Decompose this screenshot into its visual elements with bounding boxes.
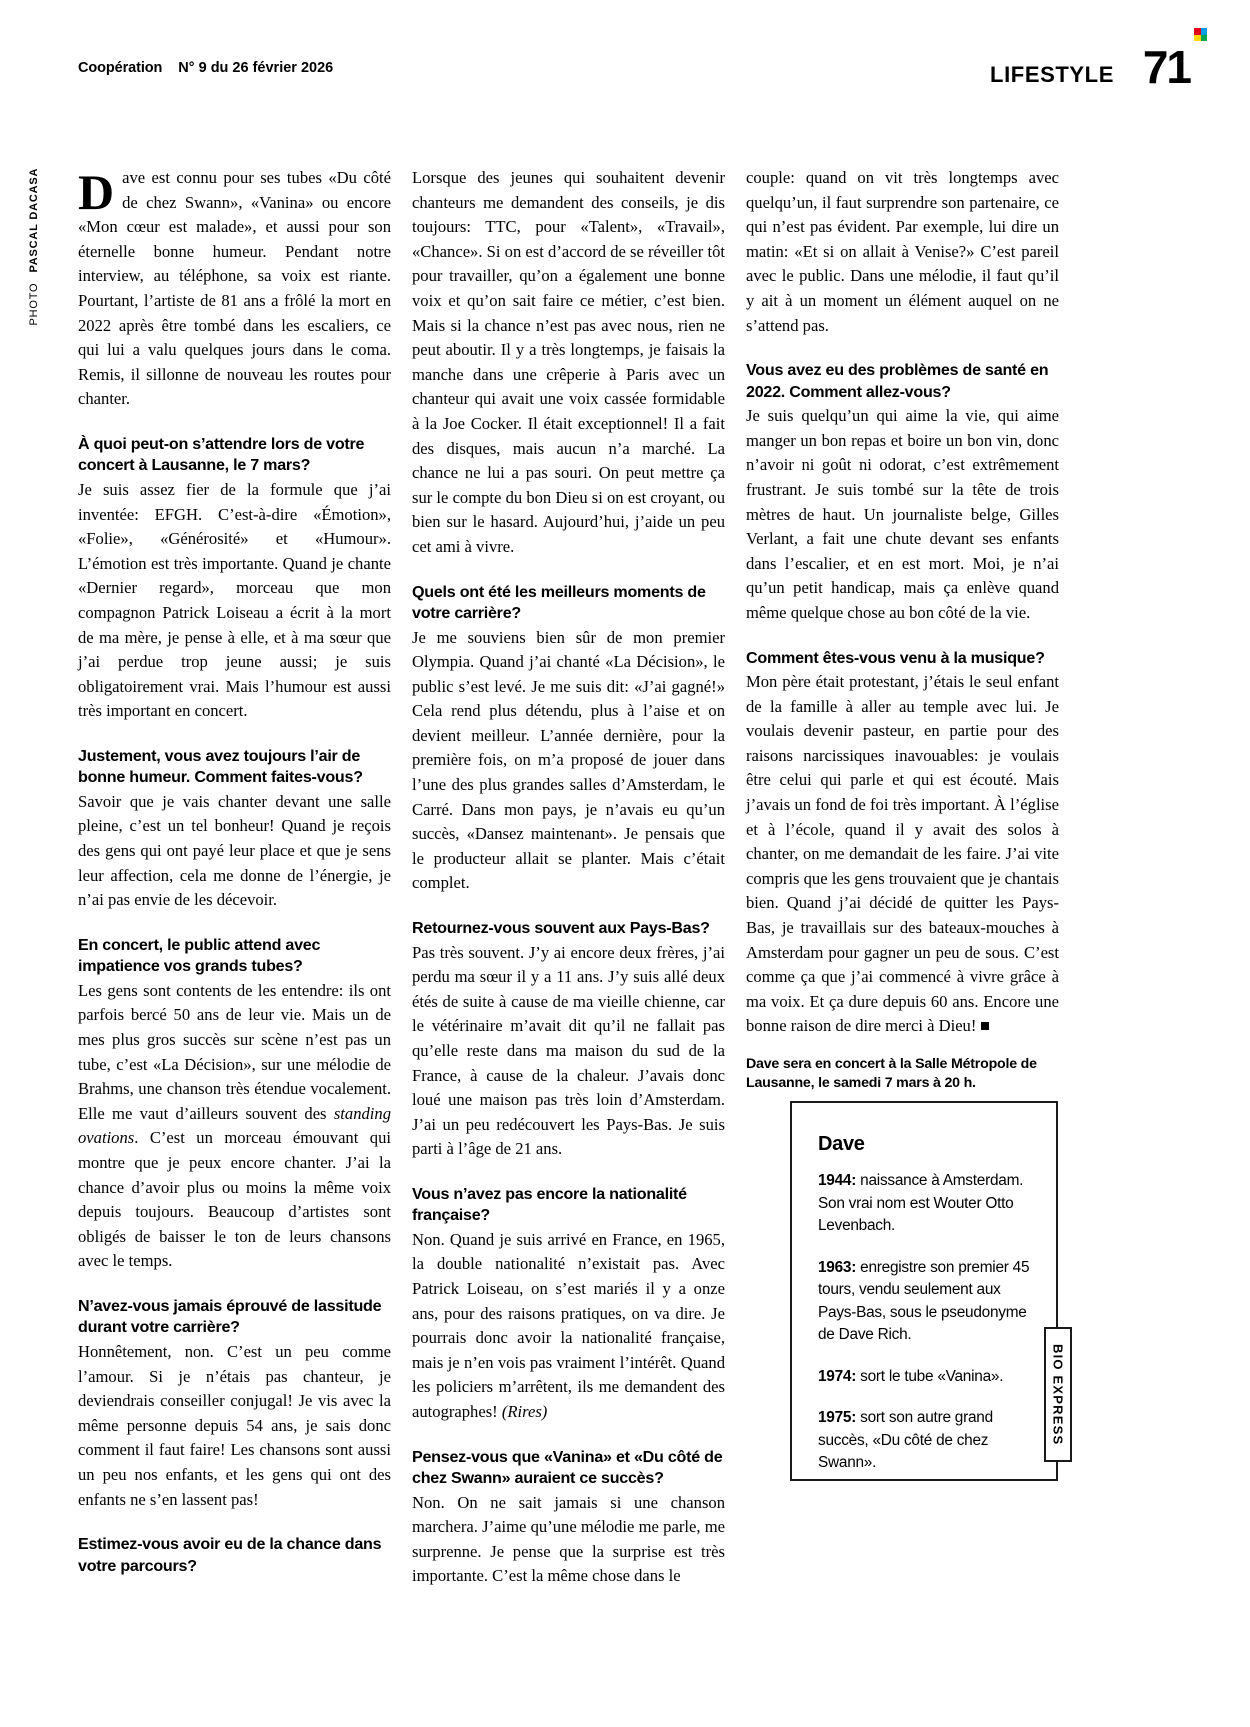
bio-express-title: Dave [818, 1133, 865, 1155]
answer-3-part-a: Les gens sont contents de les entendre: ils ont parfois bercé 50 ans de leur vie. Mais un de mes plus gros succès sur scène n’est pas un tube, c’est «La Décision», sur une mélodie de Brahms, une chanson très étendue vocalement. Elle me vaut d’ailleurs souvent des [78, 980, 391, 1123]
answer-10: Je suis quelqu’un qui aime la vie, qui aime manger un bon repas et boire un bon vin, donc n’avoir ni goût ni odorat, c’est extrêmement frustrant. Je suis tombé sur la tête de trois mètres de haut. Un journaliste belge, Gilles Verlant, a fait une chute devant ses enfants dans l’escalier, et en est mort. Moi, je n’ai qu’un petit handicap, mais ça enlève quand même quelque chose au bon côté de la vie. [746, 406, 1059, 622]
bio-entry [818, 1257, 1030, 1347]
answer-1: Je suis assez fier de la formule que j’ai inventée: EFGH. C’est-à-dire «Émotion», «Folie», «Générosité» et «Humour». L’émotion est très importante. Quand je chante «Dernier regard», morceau que mon compagnon Patrick Loiseau a écrit à la mort de ma mère, je pense à elle, et à ma sœur que j’ai perdue trop jeune aussi; je suis obligatoirement vrai. Mais l’humour est aussi très important en concert. [78, 479, 391, 721]
bio-entry [818, 1170, 1030, 1238]
bio-entry-year: 1963: [818, 1258, 857, 1276]
question-8: Vous n’avez pas encore la nationalité française? [412, 1184, 687, 1225]
answer-6: Je me souviens bien sûr de mon premier Olympia. Quand j’ai chanté «La Décision», le public s’est levé. Je me suis dit: «J’ai gagné!» Cela rend plus détendu, plus à l’aise et on devient meilleur. L’année dernière, pour la première fois, on m’a proposé de jouer dans l’une des plus grandes salles d’Amsterdam, le Carré. Dans mon pays, je n’avais eu qu’un succès, «Dansez maintenant». Je pensais que le producteur allait se planter. Mais c’était complet. [412, 627, 725, 893]
masthead [78, 60, 333, 76]
question-11: Comment êtes-vous venu à la musique? [746, 648, 1045, 667]
question-1: À quoi peut-on s’attendre lors de votre concert à Lausanne, le 7 mars? [78, 434, 365, 475]
question-2: Justement, vous avez toujours l’air de bonne humeur. Comment faites-vous? [78, 746, 363, 787]
bio-express-content [792, 1103, 1056, 1504]
question-4: N’avez-vous jamais éprouvé de lassitude durant votre carrière? [78, 1296, 382, 1337]
question-7: Retournez-vous souvent aux Pays-Bas? [412, 919, 710, 938]
text-column-3 [746, 166, 1059, 1094]
end-mark-icon [981, 1022, 989, 1030]
answer-9: Non. On ne sait jamais si une chanson marchera. J’aime qu’une mélodie me parle, me surprenne. Je pense que la surprise est très importante. C’est la même chose dans le [412, 1492, 725, 1586]
question-10: Vous avez eu des problèmes de santé en 2022. Comment allez-vous? [746, 361, 1049, 401]
text-column-2 [412, 166, 725, 1589]
lead-paragraph-text: ave est connu pour ses tubes «Du côté de chez Swann», «Vanina» ou encore «Mon cœur est malade», et aussi pour son éternelle bonne humeur. Pendant notre interview, au téléphone, sa voix est riante. Pourtant, l’artiste de 81 ans a frôlé la mort en 2022 après être tombé dans les escaliers, ce qui lui a valu quelques jours dans le coma. Remis, il sillonne de nouveau les routes pour chanter. [78, 168, 391, 409]
bio-entry-year: 1975: [818, 1409, 857, 1426]
answer-3-italic-phrase: standing ovations [78, 1103, 391, 1148]
color-swatch-green [1201, 35, 1208, 42]
bio-entry-text: enregistre son premier 45 tours, vendu seulement aux Pays-Bas, sous le pseudonyme de Dave Rich. [818, 1258, 1030, 1343]
lead-paragraph [78, 166, 391, 412]
bio-entry-year: 1974: [818, 1367, 857, 1385]
text-column-1 [78, 166, 391, 1578]
answer-9-continued: couple: quand on vit très longtemps avec quelqu’un, il faut surprendre son partenaire, ce qui n’est pas évident. Par exemple, lui dire un matin: «Et si on allait à Venise?» C’est pareil avec le public. Dans une mélodie, il faut qu’il y ait à un moment un élément auquel on ne s’attend pas. [746, 168, 1059, 335]
bio-express-tab-label: BIO EXPRESS [1050, 1343, 1066, 1446]
photo-credit-prefix: PHOTO [28, 282, 40, 326]
bio-entry-text: naissance à Amsterdam. Son vrai nom est Wouter Otto Levenbach. [818, 1172, 1024, 1234]
concert-info-standfirst: Dave sera en concert à la Salle Métropole de Lausanne, le samedi 7 mars à 20 h. [746, 1055, 1037, 1092]
answer-8-text: Non. Quand je suis arrivé en France, en 1965, la double nationalité n’existait pas. Avec Patrick Loiseau, on s’est mariés il y a onze ans, pour des raisons pratiques, on va dire. Je pourrais donc avoir la nationalité française, mais je n’en vois pas vraiment l’intérêt. Quand les policiers m’arrêtent, ils me demandent des autographes! [412, 1229, 725, 1422]
photo-credit-name: PASCAL DACASA [28, 168, 40, 273]
photo-credit [28, 168, 40, 326]
bio-entry [818, 1407, 1030, 1475]
question-6: Quels ont été les meilleurs moments de votre carrière? [412, 582, 706, 622]
answer-3 [78, 979, 391, 1274]
answer-8 [412, 1228, 725, 1425]
bio-entry-year: 1944: [818, 1172, 857, 1189]
question-3: En concert, le public attend avec impatience vos grands tubes? [78, 935, 321, 976]
answer-8-italic-aside: (Rires) [501, 1402, 548, 1422]
color-registration-mark-icon [1194, 28, 1207, 41]
answer-4: Honnêtement, non. C’est un peu comme l’amour. Si je n’étais pas chanteur, je deviendrais conseiller conjugal! Je vis avec la même personne depuis 54 ans, je sais donc comment il faut faire! Les chansons sont aussi un peu nos enfants, et les gens qui ont des enfants ne s’en lassent pas! [78, 1341, 391, 1509]
drop-cap: D [78, 164, 115, 220]
bio-express-box [790, 1101, 1058, 1481]
bio-express-tab [1044, 1327, 1072, 1462]
bio-entry-text: sort son autre grand succès, «Du côté de chez Swann». [818, 1409, 993, 1471]
page-number: 71 [1142, 41, 1190, 93]
bio-entry [818, 1366, 1030, 1389]
answer-7: Pas très souvent. J’y ai encore deux frères, j’ai perdu ma sœur il y a 11 ans. J’y suis allé deux étés de suite à cause de ma vieille chienne, car le vétérinaire m’avait dit qu’il ne fallait pas qu’elle reste dans ma maison du sud de la France, à cause de la chaleur. J’avais donc loué une maison pas très loin d’Amsterdam. J’ai un peu redécouvert les Pays-Bas. Je suis parti à l’âge de 21 ans. [412, 942, 725, 1159]
bio-entry-text: sort le tube «Vanina». [856, 1367, 1004, 1385]
brand-name: Coopération [78, 60, 163, 76]
answer-3-part-b: . C’est un morceau émouvant qui montre que je peux encore chanter. J’ai la chance d’avoir plus ou moins la même voix depuis toujours. Beaucoup d’artistes sont obligés de baisser le ton de leurs chansons avec le temps. [78, 1128, 391, 1271]
answer-5: Lorsque des jeunes qui souhaitent devenir chanteurs me demandent des conseils, je dis toujours: TTC, pour «Talent», «Travail», «Chance». Si on est d’accord de se réveiller tôt pour travailler, qu’on a également une bonne voix et qu’on sait faire ce métier, c’est bien. Mais si la chance n’est pas avec nous, rien ne peut aboutir. Il y a très longtemps, je faisais la manche dans une crêperie à Paris avec un chanteur qui avait une voix cassée formidable à la Joe Cocker. Il était exceptionnel! Il a fait des disques, mais aucun n’a marché. La chance ne lui a pas souri. On peut mettre ça sur le compte du bon Dieu si on est croyant, ou bien sur le hasard. Aujourd’hui, j’aide un peu cet ami à vivre. [412, 168, 725, 556]
issue-line: N° 9 du 26 février 2026 [178, 60, 334, 76]
question-5: Estimez-vous avoir eu de la chance dans votre parcours? [78, 1535, 382, 1575]
answer-11 [746, 670, 1059, 1039]
question-9: Pensez-vous que «Vanina» et «Du côté de chez Swann» auraient ce succès? [412, 1447, 723, 1488]
answer-2: Savoir que je vais chanter devant une salle pleine, c’est un tel bonheur! Quand je reçois des gens qui ont payé leur place et que je sens leur affection, cela me donne de l’énergie, je n’ai pas envie de les décevoir. [78, 791, 391, 910]
section-label: LIFESTYLE [990, 62, 1114, 87]
answer-11-text: Mon père était protestant, j’étais le seul enfant de la famille à aller au temple avec lui. Je voulais devenir pasteur, en partie pour des raisons narcissiques inavouables: je voulais être celui qui parle et qui est écouté. Mais j’avais un fond de foi très important. À l’église et à l’école, quand il y avait des solos à chanter, on me demandait de les faire. J’ai vite compris que les gens trouvaient que je chantais bien. Quand j’ai décidé de quitter les Pays-Bas, je travaillais sur des bateaux-mouches à Amsterdam pour gagner un peu de sous. C’est comme ça que j’ai commencé à vivre grâce à ma voix. Et ça dure depuis 60 ans. Encore une bonne raison de dire merci à Dieu! [746, 672, 1059, 1036]
